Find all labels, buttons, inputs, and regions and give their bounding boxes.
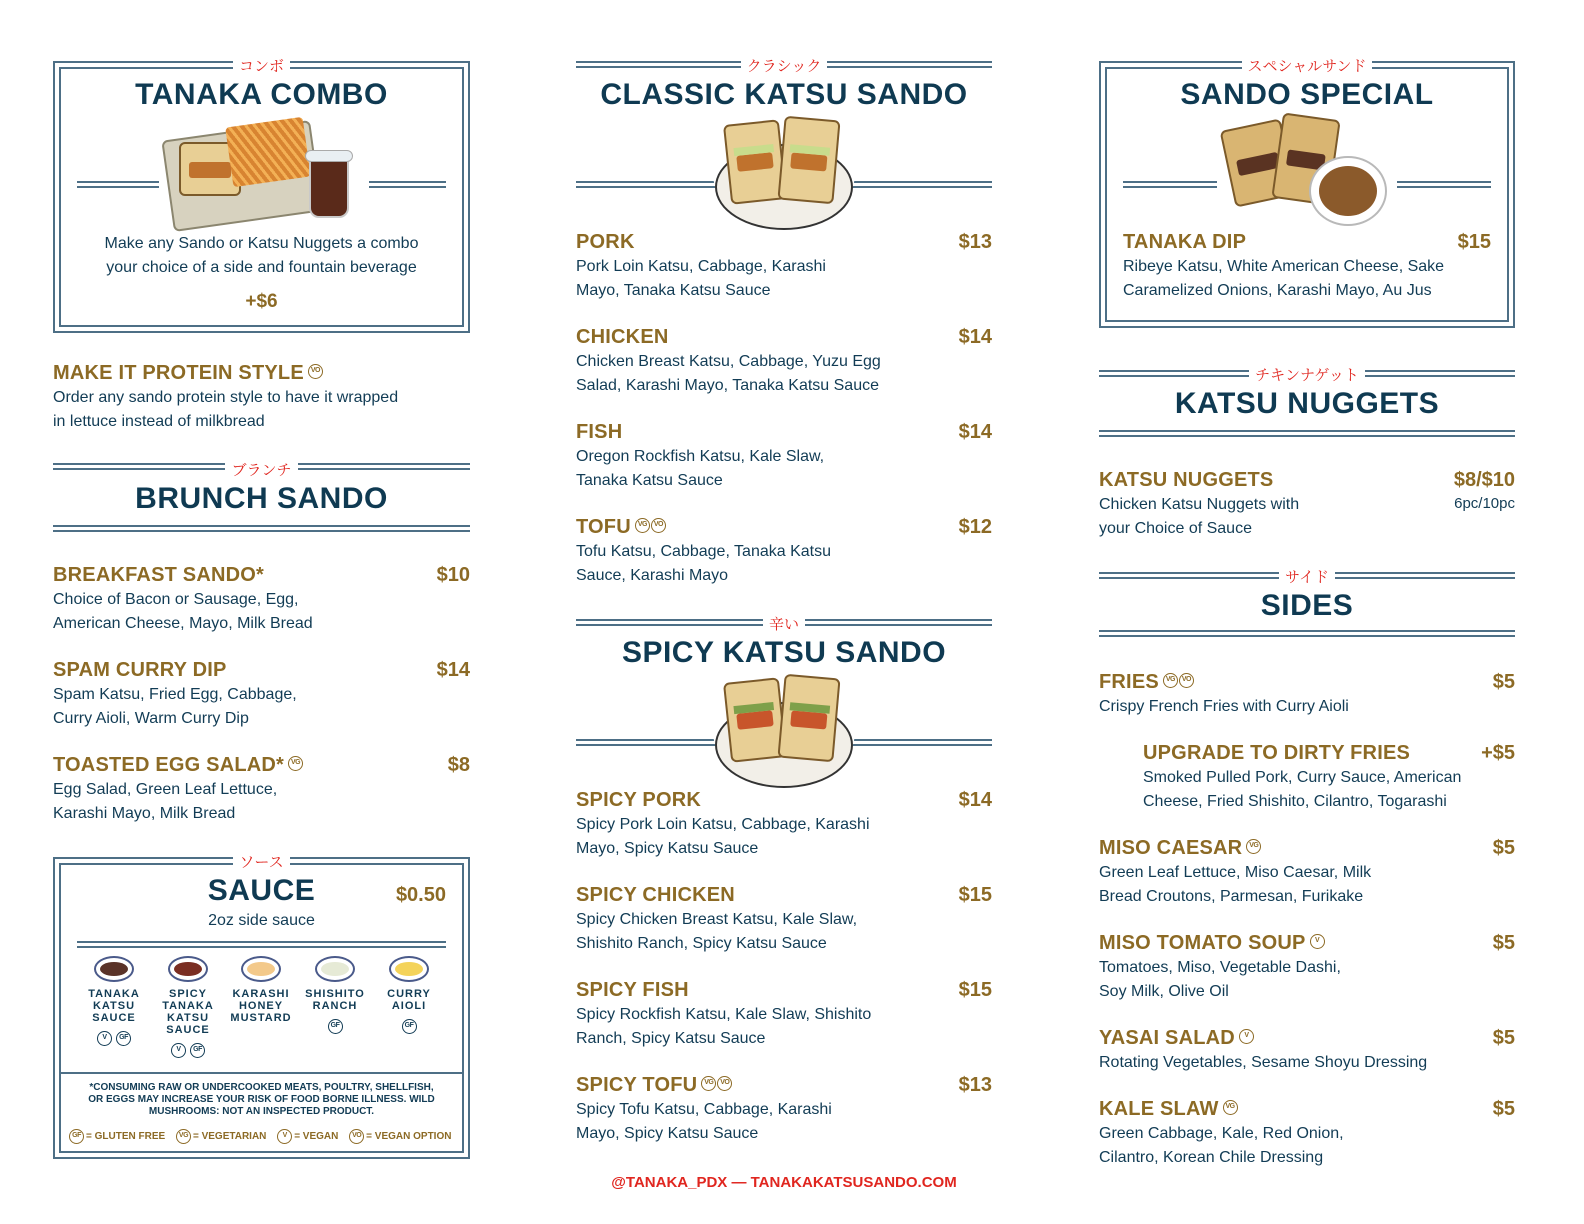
combo-jp-label: コンボ: [53, 55, 470, 76]
nuggets-title: KATSU NUGGETS: [1174, 387, 1440, 420]
gluten-free-icon: GF: [328, 1019, 343, 1034]
menu-item-price: $5: [1492, 1098, 1515, 1120]
sides-jp-label: サイド: [1099, 566, 1515, 587]
brunch-jp-label: ブランチ: [53, 459, 470, 480]
sauce-title: SAUCE: [207, 874, 316, 907]
menu-item: MISO CAESAR VG $5 Green Leaf Lettuce, Miso Caesar, Milk Bread Croutons, Parmesan, Furikake: [1099, 837, 1515, 905]
spicy-jp-label: 辛い: [576, 613, 992, 634]
sauce-option: CURRY AIOLI GF: [374, 956, 444, 1036]
sauce-divider: [59, 1072, 464, 1074]
sides-rule-bottom: [1099, 630, 1515, 637]
menu-item: YASAI SALAD V $5 Rotating Vegetables, Sesame Shoyu Dressing: [1099, 1027, 1515, 1071]
menu-item-upgrade: UPGRADE TO DIRTY FRIES +$5 Smoked Pulled Pork, Curry Sauce, American Cheese, Fried Shishito, Cilantro, Togarashi: [1143, 742, 1515, 810]
nuggets-rule-bottom: [1099, 430, 1515, 437]
special-jp-label: スペシャルサンド: [1099, 55, 1515, 76]
menu-item: BREAKFAST SANDO* $10 Choice of Bacon or Sausage, Egg, American Cheese, Mayo, Milk Bread: [53, 564, 470, 632]
special-image: [1217, 114, 1397, 234]
vegetarian-icon: VG: [1223, 1100, 1238, 1115]
sauce-rule: [77, 941, 446, 948]
sauce-option: SPICY TANAKA KATSU SAUCE V GF: [153, 956, 223, 1060]
vegan-option-icon: VO: [717, 1076, 732, 1091]
menu-item-price: $15: [958, 884, 992, 906]
vegetarian-icon: VG: [176, 1129, 191, 1144]
protein-style-item: [53, 362, 470, 434]
menu-item-price: $5: [1492, 671, 1515, 693]
menu-item: SPICY PORK $14 Spicy Pork Loin Katsu, Cabbage, Karashi Mayo, Spicy Katsu Sauce: [576, 789, 992, 857]
combo-desc-line1: Make any Sando or Katsu Nuggets a combo: [104, 235, 419, 252]
menu-item: KATSU NUGGETS $8/$10 6pc/10pc Chicken Katsu Nuggets with your Choice of Sauce: [1099, 469, 1515, 537]
menu-item: SPICY TOFU VG VO $13 Spicy Tofu Katsu, Cabbage, Karashi Mayo, Spicy Katsu Sauce: [576, 1074, 992, 1142]
combo-price: +$6: [245, 291, 278, 312]
menu-item-price: $13: [958, 1074, 992, 1096]
sauce-dish-icon: [389, 956, 429, 982]
menu-item-price: $15: [958, 979, 992, 1001]
menu-item-price: $5: [1492, 932, 1515, 954]
menu-item: FISH $14 Oregon Rockfish Katsu, Kale Slaw, Tanaka Katsu Sauce: [576, 421, 992, 489]
menu-item-price: $14: [436, 659, 470, 681]
spicy-sando-image: [713, 672, 855, 790]
menu-item: FRIES VG VO $5 Crispy French Fries with Curry Aioli: [1099, 671, 1515, 715]
sauce-dish-icon: [241, 956, 281, 982]
sauce-option: TANAKA KATSU SAUCE V GF: [79, 956, 149, 1048]
menu-item-price: $8/$10: [1453, 469, 1515, 491]
vegan-icon: V: [1239, 1029, 1254, 1044]
vegan-option-icon: VO: [651, 518, 666, 533]
menu-item-price: $12: [958, 516, 992, 538]
classic-jp-label: クラシック: [576, 55, 992, 76]
vegetarian-icon: VG: [288, 756, 303, 771]
gluten-free-icon: GF: [402, 1019, 417, 1034]
sauce-dish-icon: [168, 956, 208, 982]
protein-style-name: MAKE IT PROTEIN STYLE: [53, 362, 304, 384]
vegetarian-icon: VG: [1163, 673, 1178, 688]
vegetarian-icon: VG: [635, 518, 650, 533]
brunch-title: BRUNCH SANDO: [135, 482, 388, 515]
sauce-price: $0.50: [395, 884, 446, 906]
menu-item: TANAKA DIP $15 Ribeye Katsu, White American Cheese, Sake Caramelized Onions, Karashi Mayo, Au Jus: [1123, 231, 1491, 299]
gluten-free-icon: GF: [190, 1043, 205, 1058]
combo-image: [159, 112, 369, 232]
menu-item: SPICY CHICKEN $15 Spicy Chicken Breast Katsu, Kale Slaw, Shishito Ranch, Spicy Katsu Sauce: [576, 884, 992, 952]
footer-social-website[interactable]: @TANAKA_PDX — TANAKAKATSUSANDO.COM: [611, 1174, 957, 1191]
menu-item: CHICKEN $14 Chicken Breast Katsu, Cabbage, Yuzu Egg Salad, Karashi Mayo, Tanaka Katsu Sauce: [576, 326, 992, 394]
menu-item-price: $5: [1492, 837, 1515, 859]
vegetarian-icon: VG: [701, 1076, 716, 1091]
classic-title: CLASSIC KATSU SANDO: [600, 78, 968, 111]
food-safety-notice: *CONSUMING RAW OR UNDERCOOKED MEATS, POULTRY, SHELLFISH, OR EGGS MAY INCREASE YOUR RISK OF FOOD BORNE ILLNESS. WILD MUSHROOMS: NOT AN INSPECTED PRODUCT.: [88, 1082, 435, 1117]
vegan-icon: V: [97, 1031, 112, 1046]
sauce-option: KARASHI HONEY MUSTARD: [226, 956, 296, 1024]
menu-item: TOASTED EGG SALAD* VG $8 Egg Salad, Green Leaf Lettuce, Karashi Mayo, Milk Bread: [53, 754, 470, 822]
spicy-title: SPICY KATSU SANDO: [621, 636, 947, 669]
vegetarian-icon: VG: [1246, 839, 1261, 854]
sides-title: SIDES: [1260, 589, 1354, 622]
menu-item-price: $15: [1457, 231, 1491, 253]
menu-item-price: $10: [436, 564, 470, 586]
menu-item: MISO TOMATO SOUP V $5 Tomatoes, Miso, Vegetable Dashi, Soy Milk, Olive Oil: [1099, 932, 1515, 1000]
brunch-rule-bottom: [53, 525, 470, 532]
nuggets-portion: 6pc/10pc: [1454, 495, 1515, 512]
special-title: SANDO SPECIAL: [1180, 78, 1434, 111]
menu-item-price: $8: [447, 754, 470, 776]
vegan-icon: V: [171, 1043, 186, 1058]
vegan-option-icon: VO: [1179, 673, 1194, 688]
combo-title: TANAKA COMBO: [135, 78, 388, 111]
menu-item-price: +$5: [1481, 742, 1515, 764]
combo-desc-line2: your choice of a side and fountain beverage: [106, 259, 417, 276]
gluten-free-icon: GF: [69, 1129, 84, 1144]
protein-style-desc: Order any sando protein style to have it wrapped in lettuce instead of milkbread: [53, 389, 399, 430]
menu-item-price: $14: [958, 421, 992, 443]
gluten-free-icon: GF: [116, 1031, 131, 1046]
vegan-option-icon: VO: [308, 364, 323, 379]
sauce-dish-icon: [315, 956, 355, 982]
menu-item-price: $13: [958, 231, 992, 253]
sauce-jp-label: ソース: [53, 851, 470, 872]
menu-item: TOFU VG VO $12 Tofu Katsu, Cabbage, Tanaka Katsu Sauce, Karashi Mayo: [576, 516, 992, 584]
dietary-legend: GF = GLUTEN FREE VG = VEGETARIAN V = VEGAN VO = VEGAN OPTION: [69, 1129, 460, 1144]
menu-item: KALE SLAW VG $5 Green Cabbage, Kale, Red Onion, Cilantro, Korean Chile Dressing: [1099, 1098, 1515, 1166]
menu-item-price: $5: [1492, 1027, 1515, 1049]
menu-item-price: $14: [958, 326, 992, 348]
vegan-icon: V: [1310, 934, 1325, 949]
vegan-option-icon: VO: [349, 1129, 364, 1144]
sauce-option: SHISHITO RANCH GF: [300, 956, 370, 1036]
menu-item: SPAM CURRY DIP $14 Spam Katsu, Fried Egg, Cabbage, Curry Aioli, Warm Curry Dip: [53, 659, 470, 727]
menu-item: PORK $13 Pork Loin Katsu, Cabbage, Karashi Mayo, Tanaka Katsu Sauce: [576, 231, 992, 299]
sauce-dish-icon: [94, 956, 134, 982]
nuggets-jp-label: チキンナゲット: [1099, 364, 1515, 385]
sauce-subtitle: 2oz side sauce: [208, 912, 315, 929]
menu-item-price: $14: [958, 789, 992, 811]
vegan-icon: V: [277, 1129, 292, 1144]
menu-item: SPICY FISH $15 Spicy Rockfish Katsu, Kale Slaw, Shishito Ranch, Spicy Katsu Sauce: [576, 979, 992, 1047]
classic-sando-image: [713, 114, 855, 232]
